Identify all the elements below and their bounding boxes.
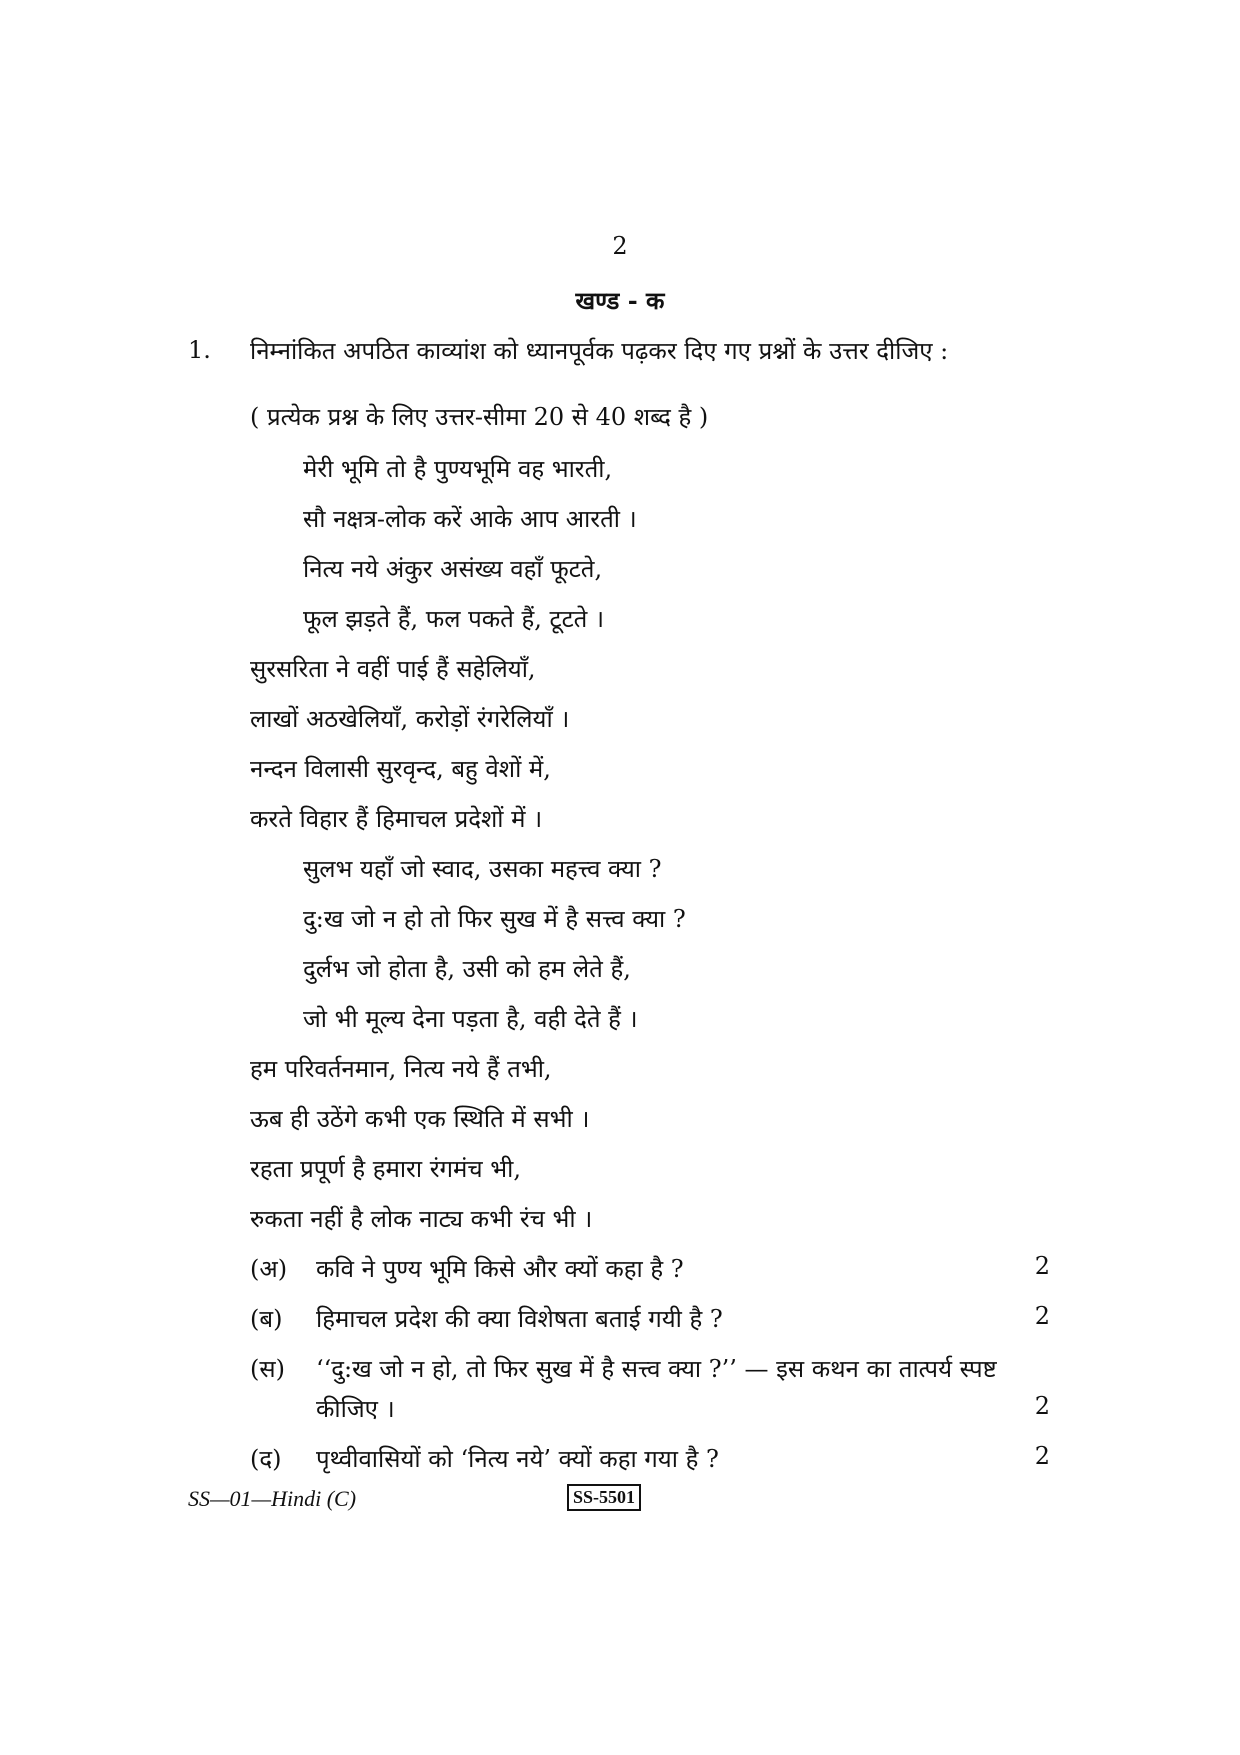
subquestion-text: ‘‘दु:ख जो न हो, तो फिर सुख में है सत्त्व क्या ?’’ — इस कथन का तात्पर्य स्पष्ट xyxy=(316,1355,997,1383)
subquestion-marks: 2 xyxy=(1034,1442,1050,1470)
subquestion-marks: 2 xyxy=(1034,1252,1050,1280)
question-instruction: निम्नांकित अपठित काव्यांश को ध्यानपूर्वक पढ़कर दिए गए प्रश्नों के उत्तर दीजिए : xyxy=(250,337,949,365)
poem-line: सौ नक्षत्र-लोक करें आके आप आरती । xyxy=(303,505,637,533)
poem-line: जो भी मूल्य देना पड़ता है, वही देते हैं । xyxy=(303,1005,638,1033)
page-number: 2 xyxy=(612,232,628,260)
subquestion-text-continuation: कीजिए । xyxy=(316,1395,395,1423)
poem-line: सुरसरिता ने वहीं पाई हैं सहेलियाँ, xyxy=(250,655,536,683)
poem-line: रुकता नहीं है लोक नाट्य कभी रंच भी । xyxy=(250,1205,593,1233)
paper-series-box: SS-5501 xyxy=(567,1484,641,1511)
subquestion-label: (ब) xyxy=(250,1305,283,1333)
poem-line: हम परिवर्तनमान, नित्य नये हैं तभी, xyxy=(250,1055,552,1083)
poem-line: मेरी भूमि तो है पुण्यभूमि वह भारती, xyxy=(303,455,613,483)
subquestion-marks: 2 xyxy=(1034,1392,1050,1420)
subquestion-label: (स) xyxy=(250,1355,285,1383)
word-limit-note: ( प्रत्येक प्रश्न के लिए उत्तर-सीमा 20 से 40 शब्द है ) xyxy=(250,403,709,431)
subquestion-label: (अ) xyxy=(250,1255,288,1283)
paper-code: SS—01—Hindi (C) xyxy=(188,1486,357,1511)
poem-line: नित्य नये अंकुर असंख्य वहाँ फूटते, xyxy=(303,555,603,583)
poem-line: लाखों अठखेलियाँ, करोड़ों रंगरेलियाँ । xyxy=(250,705,570,733)
subquestion-text: कवि ने पुण्य भूमि किसे और क्यों कहा है ? xyxy=(316,1255,684,1283)
section-heading: खण्ड - क xyxy=(575,286,665,315)
poem-line: फूल झड़ते हैं, फल पकते हैं, टूटते । xyxy=(303,605,605,633)
question-number: 1. xyxy=(188,336,211,364)
poem-line: रहता प्रपूर्ण है हमारा रंगमंच भी, xyxy=(250,1155,521,1183)
poem-line: दु:ख जो न हो तो फिर सुख में है सत्त्व क्या ? xyxy=(303,905,686,933)
subquestion-text: हिमाचल प्रदेश की क्या विशेषता बताई गयी है ? xyxy=(316,1305,723,1333)
poem-line: करते विहार हैं हिमाचल प्रदेशों में । xyxy=(250,805,543,833)
poem-line: सुलभ यहाँ जो स्वाद, उसका महत्त्व क्या ? xyxy=(303,855,662,883)
subquestion-marks: 2 xyxy=(1034,1302,1050,1330)
poem-line: ऊब ही उठेंगे कभी एक स्थिति में सभी । xyxy=(250,1105,590,1133)
subquestion-label: (द) xyxy=(250,1445,282,1473)
subquestion-text: पृथ्वीवासियों को ‘नित्य नये’ क्यों कहा गया है ? xyxy=(316,1445,719,1473)
poem-line: दुर्लभ जो होता है, उसी को हम लेते हैं, xyxy=(303,955,631,983)
poem-line: नन्दन विलासी सुरवृन्द, बहु वेशों में, xyxy=(250,755,551,783)
